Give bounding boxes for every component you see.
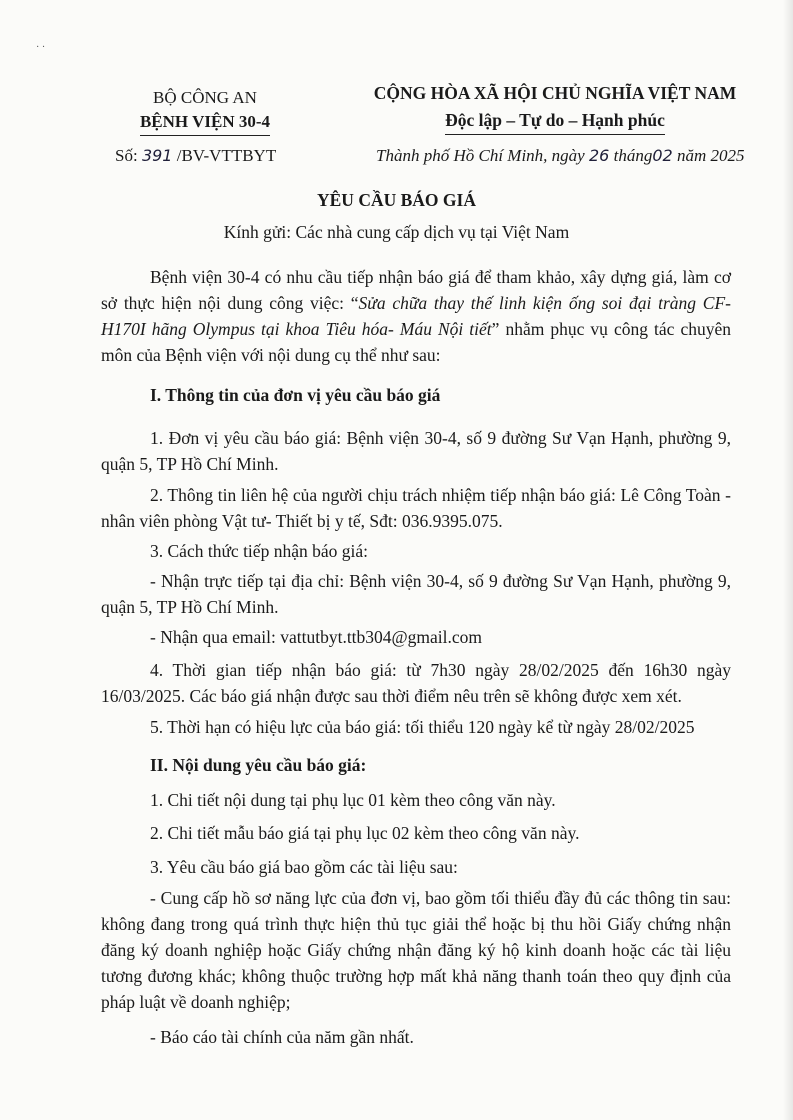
- section-2-heading: II. Nội dung yêu cầu báo giá:: [150, 755, 367, 775]
- number-handwritten: 391: [141, 146, 173, 165]
- number-suffix: /BV-VTTBYT: [176, 146, 277, 165]
- recipient-line: Kính gửi: Các nhà cung cấp dịch vụ tại Việt Nam: [223, 222, 570, 242]
- section-2-item-3b: - Báo cáo tài chính của năm gần nhất.: [150, 1027, 414, 1047]
- section-1-item-2: 2. Thông tin liên hệ của người chịu trách nhiệm tiếp nhận báo giá: Lê Công Toàn - nhân viên phòng Vật tư- Thiết bị y tế, Sđt: 036.9395.075.: [101, 485, 731, 531]
- date-month-handwritten: 02: [652, 146, 673, 165]
- country-name: CỘNG HÒA XÃ HỘI CHỦ NGHĨA VIỆT NAM: [373, 83, 737, 103]
- issuing-organization: [130, 86, 280, 136]
- document-number: [115, 146, 276, 166]
- document-title: YÊU CẦU BÁO GIÁ: [317, 190, 476, 210]
- intro-paragraph: [101, 264, 731, 368]
- section-1-item-3b: - Nhận qua email: vattutbyt.ttb304@gmail.com: [150, 627, 483, 647]
- date-day-handwritten: 26: [588, 146, 610, 165]
- section-1-item-1: 1. Đơn vị yêu cầu báo giá: Bệnh viện 30-4, số 9 đường Sư Vạn Hạnh, phường 9, quận 5, TP Hồ Chí Minh.: [101, 428, 731, 474]
- section-1-item-3: 3. Cách thức tiếp nhận báo giá:: [150, 541, 368, 561]
- hospital-name: BỆNH VIỆN 30-4: [140, 110, 270, 136]
- date-month-label: tháng: [613, 146, 653, 165]
- section-1-item-3a: - Nhận trực tiếp tại địa chỉ: Bệnh viện 30-4, số 9 đường Sư Vạn Hạnh, phường 9, quận 5, TP Hồ Chí Minh.: [101, 571, 731, 617]
- section-1-item-5: 5. Thời hạn có hiệu lực của báo giá: tối thiểu 120 ngày kể từ ngày 28/02/2025: [150, 717, 695, 737]
- date-prefix: Thành phố Hồ Chí Minh, ngày: [376, 146, 585, 165]
- section-2-item-2: 2. Chi tiết mẫu báo giá tại phụ lục 02 kèm theo công văn này.: [150, 823, 580, 843]
- section-2-item-3: 3. Yêu cầu báo giá bao gồm các tài liệu sau:: [150, 857, 458, 877]
- document-date: [376, 146, 744, 166]
- section-1-item-4: 4. Thời gian tiếp nhận báo giá: từ 7h30 ngày 28/02/2025 đến 16h30 ngày 16/03/2025. Các báo giá nhận được sau thời điểm nêu trên sẽ không được xem xét.: [101, 660, 731, 706]
- ministry-name: BỘ CÔNG AN: [153, 88, 257, 107]
- scan-edge-shadow: [783, 0, 793, 1120]
- national-motto: Độc lập – Tự do – Hạnh phúc: [445, 107, 665, 135]
- intro-text-2: ” nhằm phục vụ công tác chuyên môn của Bệnh viện với nội dung cụ thể như sau:: [101, 319, 731, 365]
- section-2-item-1: 1. Chi tiết nội dung tại phụ lục 01 kèm theo công văn này.: [150, 790, 556, 810]
- date-year: năm 2025: [676, 146, 745, 165]
- number-label: Số:: [115, 146, 138, 165]
- intro-task-title: Sửa chữa thay thế linh kiện ống soi đại tràng CF-H170I hãng Olympus tại khoa Tiêu hóa- Máu Nội tiết: [101, 293, 731, 339]
- section-2-item-3a: - Cung cấp hồ sơ năng lực của đơn vị, bao gồm tối thiểu đầy đủ các thông tin sau: không đang trong quá trình thực hiện thủ tục giải thể hoặc bị thu hồi Giấy chứng nhận đăng ký doanh nghiệp hoặc Giấy chứng nhận đăng ký hộ kinh doanh hoặc các tài liệu tương đương khác; không thuộc trường hợp mất khả năng thanh toán theo quy định của pháp luật về doanh nghiệp;: [101, 888, 731, 1012]
- section-1-heading: I. Thông tin của đơn vị yêu cầu báo giá: [150, 385, 441, 405]
- national-header: [355, 80, 755, 135]
- intro-text-1: Bệnh viện 30-4 có nhu cầu tiếp nhận báo giá để tham khảo, xây dựng giá, làm cơ sở thực hiện nội dung công việc: “: [101, 267, 731, 313]
- scan-specks: · ·: [36, 42, 46, 53]
